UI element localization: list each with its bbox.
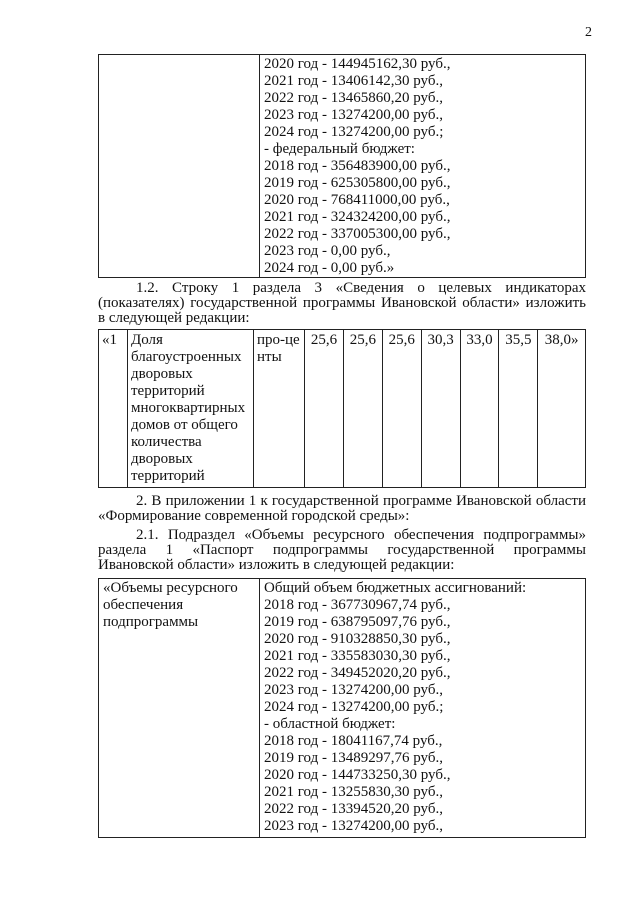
funding-line: 2018 год - 367730967,74 руб., xyxy=(264,597,451,613)
funding-line: 2024 год - 13274200,00 руб.; xyxy=(264,124,444,140)
funding-line: 2023 год - 13274200,00 руб., xyxy=(264,818,443,834)
indicator-value-2019: 25,6 xyxy=(343,330,382,488)
page-number: 2 xyxy=(585,25,592,40)
funding-line: 2022 год - 13465860,20 руб., xyxy=(264,90,443,106)
funding-line: 2022 год - 349452020,20 руб., xyxy=(264,665,451,681)
paragraph-1-2: 1.2. Строку 1 раздела 3 «Сведения о целевых индикаторах (показателях) государственной программы Ивановской области» изложить в следующей редакции: xyxy=(98,280,586,326)
paragraph-2-1: 2.1. Подраздел «Объемы ресурсного обеспечения подпрограммы» раздела 1 «Паспорт подпрограммы государственной программы Ивановской области» изложить в следующей редакции: xyxy=(98,527,586,573)
funding-line: 2020 год - 768411000,00 руб., xyxy=(264,192,450,208)
funding-line: 2019 год - 625305800,00 руб., xyxy=(264,175,451,191)
funding-table-continued xyxy=(98,54,586,278)
funding-line: Общий объем бюджетных ассигнований: xyxy=(264,580,527,596)
funding-line: 2021 год - 13406142,30 руб., xyxy=(264,73,443,89)
indicator-value-2020: 25,6 xyxy=(382,330,421,488)
indicator-value-2021: 30,3 xyxy=(421,330,460,488)
indicator-value-2024: 38,0» xyxy=(538,330,586,488)
funding-line: 2021 год - 335583030,30 руб., xyxy=(264,648,451,664)
indicator-number: «1 xyxy=(99,330,128,488)
indicator-value-2023: 35,5 xyxy=(499,330,538,488)
funding-line: 2018 год - 18041167,74 руб., xyxy=(264,733,443,749)
funding-line: 2024 год - 13274200,00 руб.; xyxy=(264,699,444,715)
funding-line: - областной бюджет: xyxy=(264,716,396,732)
funding-line: 2020 год - 910328850,30 руб., xyxy=(264,631,451,647)
indicator-value-2018: 25,6 xyxy=(305,330,344,488)
funding-line: 2023 год - 13274200,00 руб., xyxy=(264,107,443,123)
funding-line: 2024 год - 0,00 руб.» xyxy=(264,260,395,276)
funding-line: 2019 год - 13489297,76 руб., xyxy=(264,750,443,766)
indicator-value-2022: 33,0 xyxy=(460,330,499,488)
empty-label-cell xyxy=(99,55,260,278)
indicator-unit: про-центы xyxy=(254,330,305,488)
funding-line: 2022 год - 337005300,00 руб., xyxy=(264,226,451,242)
funding-line: 2021 год - 324324200,00 руб., xyxy=(264,209,451,225)
funding-lines xyxy=(260,55,586,278)
funding-line: - федеральный бюджет: xyxy=(264,141,415,157)
funding-line: 2022 год - 13394520,20 руб., xyxy=(264,801,443,817)
indicator-table xyxy=(98,329,586,488)
subprogram-funding-lines xyxy=(260,579,586,838)
funding-line: 2018 год - 356483900,00 руб., xyxy=(264,158,451,174)
funding-line: 2023 год - 0,00 руб., xyxy=(264,243,391,259)
funding-line: 2019 год - 638795097,76 руб., xyxy=(264,614,451,630)
funding-line: 2020 год - 144945162,30 руб., xyxy=(264,56,451,72)
paragraph-2: 2. В приложении 1 к государственной программе Ивановской области «Формирование современной городской среды»: xyxy=(98,493,586,524)
funding-line: 2023 год - 13274200,00 руб., xyxy=(264,682,443,698)
funding-table-subprogram xyxy=(98,578,586,838)
funding-line: 2021 год - 13255830,30 руб., xyxy=(264,784,443,800)
subprogram-label: «Объемы ресурсного обеспечения подпрограммы xyxy=(99,579,260,838)
funding-line: 2020 год - 144733250,30 руб., xyxy=(264,767,451,783)
indicator-name: Доля благоустроенных дворовых территорий многоквартирных домов от общего количества дворовых территорий xyxy=(128,330,254,488)
